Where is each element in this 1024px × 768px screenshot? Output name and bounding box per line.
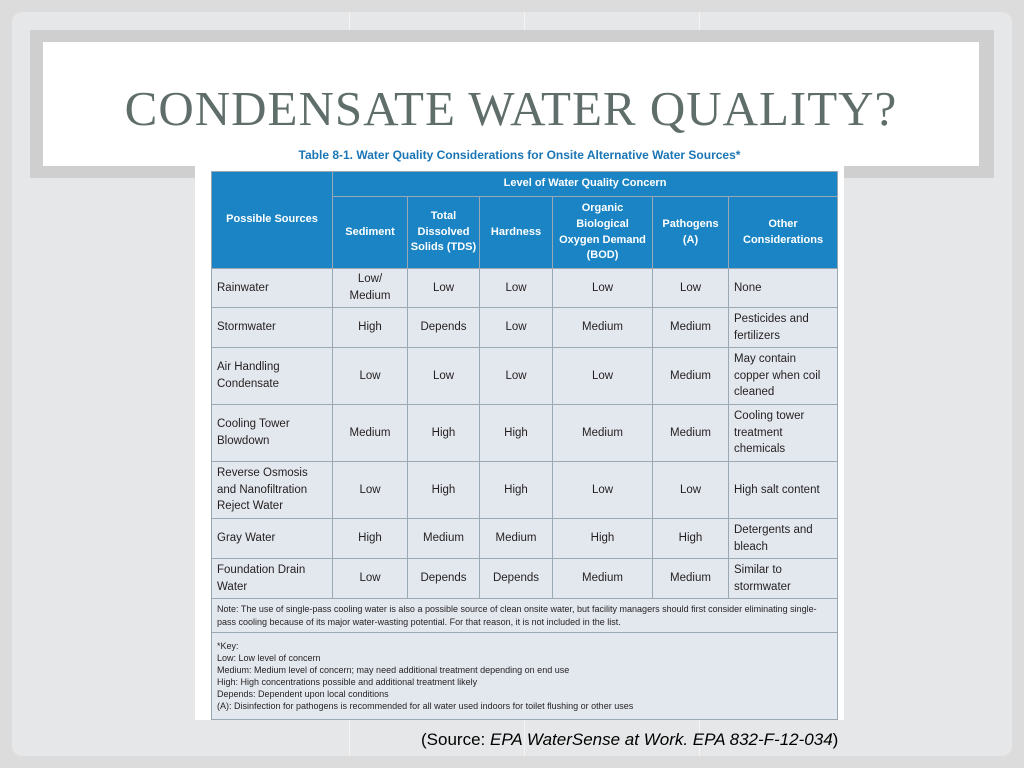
value-cell: Medium [653,405,729,462]
value-cell: Low [333,462,408,519]
source-cell: Reverse Osmosis and Nanofiltration Reject Water [212,462,333,519]
value-cell: High [480,462,553,519]
value-cell: Low/ Medium [333,269,408,308]
source-cell: Gray Water [212,519,333,559]
value-cell: High [408,462,480,519]
source-citation [421,730,838,750]
value-cell: Depends [408,559,480,599]
value-cell: Medium [333,405,408,462]
header-bod: Organic Biological Oxygen Demand (BOD) [553,197,653,269]
table-caption: Table 8-1. Water Quality Considerations for Onsite Alternative Water Sources* [298,148,741,162]
table-row [212,308,838,348]
header-pathogens: Pathogens (A) [653,197,729,269]
key-line: Depends: Dependent upon local conditions [217,689,389,700]
table-row [212,348,838,405]
value-cell: High [408,405,480,462]
source-citation-text: EPA WaterSense at Work. EPA 832-F-12-034 [489,730,833,749]
value-cell: Medium [408,519,480,559]
value-cell: Low [653,462,729,519]
key-line: *Key: [217,640,239,651]
table-row [212,462,838,519]
value-cell: Low [408,269,480,308]
value-cell: Depends [408,308,480,348]
value-cell: High [653,519,729,559]
key-line: (A): Disinfection for pathogens is recommended for all water used indoors for toilet flushing or other uses [217,701,634,712]
value-cell: Medium [653,308,729,348]
key-line: Medium: Medium level of concern; may need additional treatment depending on end use [217,664,570,675]
value-cell: Medium [653,559,729,599]
table-note: Note: The use of single-pass cooling water is also a possible source of clean onsite water, but facility managers should first consider eliminating single-pass cooling because of its major water-wasting potential. For that reason, it is not included in the list. [212,599,838,633]
slide-title: CONDENSATE WATER QUALITY? [124,81,898,136]
value-cell: High [333,308,408,348]
value-cell: Low [333,348,408,405]
water-quality-table [211,171,838,720]
source-suffix: ) [832,730,839,749]
header-sediment: Sediment [333,197,408,269]
table-row [212,269,838,308]
note-row [212,599,838,633]
value-cell: High [480,405,553,462]
value-cell: Medium [553,405,653,462]
table-image [195,140,844,720]
key-line: High: High concentrations possible and additional treatment likely [217,677,478,687]
value-cell: Low [333,559,408,599]
header-concern-group: Level of Water Quality Concern [333,172,838,197]
other-cell: Cooling tower treatment chemicals [729,405,838,462]
table-row [212,405,838,462]
value-cell: High [553,519,653,559]
source-cell: Foundation Drain Water [212,559,333,599]
source-prefix: (Source: [421,730,490,749]
value-cell: Low [480,348,553,405]
value-cell: Low [553,348,653,405]
value-cell: Medium [553,559,653,599]
table-row [212,559,838,599]
source-cell: Stormwater [212,308,333,348]
source-cell: Cooling Tower Blowdown [212,405,333,462]
other-cell: Detergents and bleach [729,519,838,559]
header-other: Other Considerations [729,197,838,269]
other-cell: Similar to stormwater [729,559,838,599]
value-cell: Low [480,269,553,308]
header-tds: Total Dissolved Solids (TDS) [408,197,480,269]
other-cell: Pesticides and fertilizers [729,308,838,348]
other-cell: May contain copper when coil cleaned [729,348,838,405]
table-row [212,519,838,559]
header-hardness: Hardness [480,197,553,269]
value-cell: Low [553,462,653,519]
value-cell: Depends [480,559,553,599]
value-cell: Medium [653,348,729,405]
key-row [212,633,838,720]
value-cell: Low [480,308,553,348]
value-cell: Low [553,269,653,308]
value-cell: Low [653,269,729,308]
value-cell: Medium [480,519,553,559]
source-cell: Air Handling Condensate [212,348,333,405]
value-cell: Low [408,348,480,405]
table-key [212,633,838,720]
other-cell: None [729,269,838,308]
source-cell: Rainwater [212,269,333,308]
key-line: Low: Low level of concern [217,652,321,663]
value-cell: High [333,519,408,559]
value-cell: Medium [553,308,653,348]
header-possible-sources: Possible Sources [212,172,333,269]
other-cell: High salt content [729,462,838,519]
